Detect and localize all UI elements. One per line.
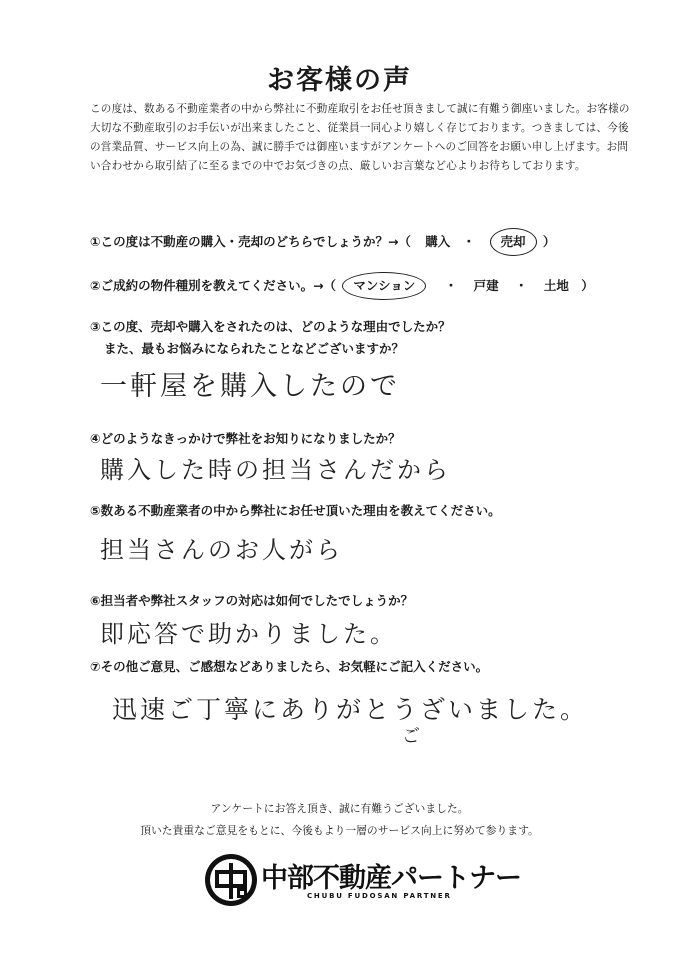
question-1-close: ）	[542, 234, 556, 249]
question-4: ④どのようなきっかけで弊社をお知りになりましたか？	[90, 431, 401, 446]
question-3-line-1: ③この度、売却や購入をされたのは、どのような理由でしたか？	[90, 319, 451, 334]
question-5: ⑤数ある不動産業者の中から弊社にお任せ頂いた理由を教えてください。	[90, 503, 501, 518]
question-1-text: ①この度は不動産の購入・売却のどちらでしょうか？→（	[90, 234, 411, 249]
logo-mark-icon	[203, 852, 259, 908]
answer-7-handwritten: 迅速ご丁寧にありがとうざいました。	[112, 695, 589, 724]
option-land: 土地	[543, 278, 569, 293]
page-title: お客様の声	[267, 65, 412, 96]
question-6: ⑥担当者や弊社スタッフの対応は如何でしたでしょうか？	[90, 593, 414, 608]
company-logo	[203, 852, 521, 912]
question-2	[90, 272, 650, 300]
answer-3-handwritten: 一軒屋を購入したので	[100, 371, 400, 402]
answer-6-handwritten: 即応答で助かりました。	[100, 620, 397, 648]
question-7: ⑦その他ご意見、ご感想などありましたら、お気軽にご記入ください。	[90, 659, 489, 674]
answer-5-handwritten: 担当さんのお人がら	[100, 536, 343, 564]
option-separator: ・	[462, 234, 476, 249]
question-2-close: ）	[581, 278, 594, 293]
answer-7-correction: ご	[402, 726, 420, 747]
closing-message	[0, 798, 679, 842]
option-house: 戸建	[473, 278, 499, 293]
option-purchase: 購入	[425, 234, 451, 249]
question-1	[90, 228, 650, 256]
option-mansion-circled: マンション	[342, 272, 426, 300]
question-3-line-2: また、最もお悩みになられたことなどございますか？	[104, 341, 405, 356]
option-sale-circled: 売却	[490, 228, 537, 256]
question-3	[90, 316, 650, 360]
question-2-text: ②ご成約の物件種別を教えてください。→（	[90, 278, 337, 293]
closing-line-1: アンケートにお答え頂き、誠に有難うございました。	[210, 802, 469, 815]
option-separator: ・	[514, 278, 528, 293]
intro-paragraph: この度は、数ある不動産業者の中から弊社に不動産取引をお任せ頂きまして誠に有難う御座いました。お客様の大切な不動産取引のお手伝いが出来ましたこと、従業員一同心より嬉しく存じております。つきましては、今後の営業品質、サービス向上の為、誠に勝手では御座いますがアンケートへのご回答をお願い申し上げます。お問い合わせから取引結了に至るまでの中でお気づきの点、厳しいお言葉など心よりお待ちしております。	[90, 103, 630, 172]
logo-company-romaji: CHUBU FUDOSAN PARTNER	[307, 892, 452, 900]
logo-company-name: 中部不動産パートナー	[261, 863, 521, 894]
answer-4-handwritten: 購入した時の担当さんだから	[100, 456, 451, 484]
closing-line-2: 頂いた貴重なご意見をもとに、今後もより一層のサービス向上に努めて参ります。	[140, 824, 539, 837]
option-separator: ・	[444, 278, 458, 293]
